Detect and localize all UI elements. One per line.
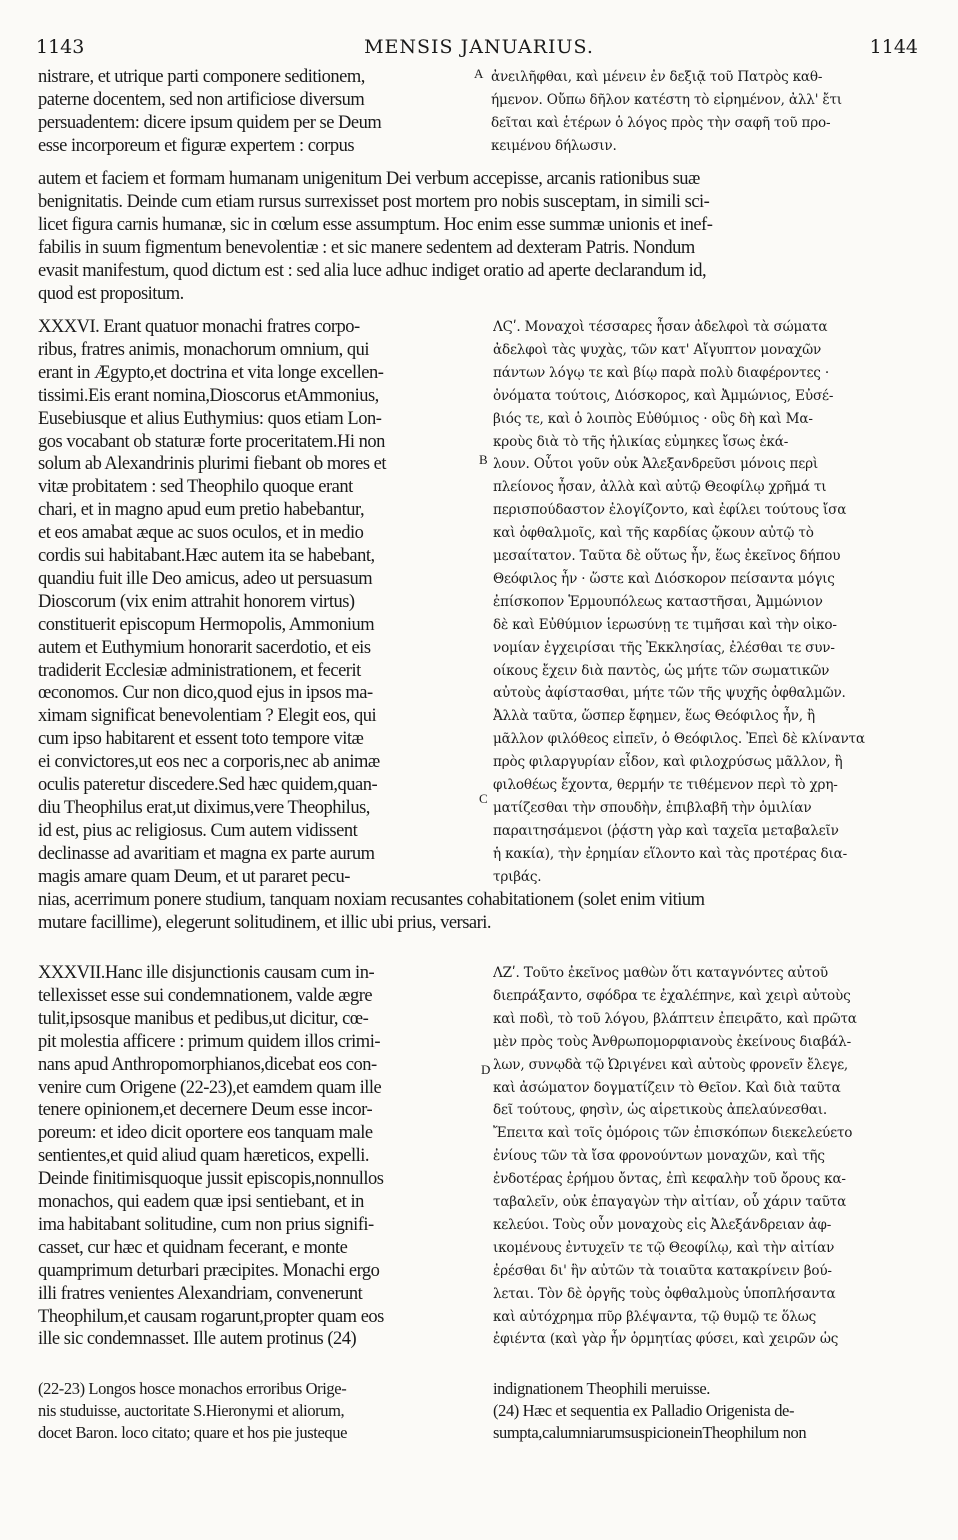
text-line: fabilis in suum figmentum benevolentiæ : et sic manere sedentem ad dexteram Patris. Nondum [38,238,695,258]
text-line: πάντων λόγῳ τε καὶ βίῳ παρὰ πολὺ διαφέροντες · [493,364,829,381]
text-line: ἀδελφοὶ τὰς ψυχὰς, τῶν κατ' Αἴγυπτον μοναχῶν [493,341,822,358]
text-line: Theophilum,et causam rogarunt,propter quam eos [38,1306,384,1327]
section-36-latin-column [38,316,478,889]
text-line: Dioscorum (vix enim attrahit honorem virtus) [38,591,355,612]
text-line: ἀνειλῆφθαι, καὶ μένειν ἐν δεξιᾷ τοῦ Πατρὸς καθ- [491,69,823,85]
text-line: esse incorporeum et figuræ expertem : corpus [38,136,355,156]
text-line: et eos amabat æque ac suos oculos, et in medio [38,523,364,544]
text-line: ribus, fratres animis, monachorum omnium, qui [38,339,369,360]
footnotes-right-column [493,1378,923,1444]
text-line: ήμενον. Οὔπω δῆλον κατέστη τὸ εἰρημένον, ἀλλ' ἔτι [491,92,842,108]
text-line: μᾶλλον φιλόθεος εἰπεῖν, ὁ Θεόφιλος. Ἐπεὶ δὲ κλίναντα [493,731,865,748]
text-line: nistrare, et utrique parti componere seditionem, [38,67,365,87]
text-line: Θεόφιλος ἦν · ὥστε καὶ Διόσκορον πείσαντα μόγις [493,570,835,587]
text-line: ικομένους ἐντυχεῖν τε τῷ Θεοφίλῳ, καὶ τὴν αἰτίαν [493,1239,835,1256]
margin-letter-b: B [479,452,488,467]
text-line: ἐρέσθαι δι' ἣν αὐτῶν τὰ τοιαῦτα κατακρίνειν βού- [493,1262,832,1279]
text-line: XXXVII.Hanc ille disjunctionis causam cum in- [38,963,375,983]
text-line: diu Theophilus erat,ut diximus,vere Theophilus, [38,797,370,818]
text-line: venire cum Origene (22-23),et eamdem quam ille [38,1077,382,1098]
text-line: κροὺς διὰ τὸ τῆς ἡλικίας εὐμηκες ἴσως ἐκά- [493,433,789,450]
text-line: magis amare quam Deum, et ut pararet pecu- [38,866,350,887]
text-line: tissimi.Eis erant nomina,Dioscorus etAmmonius, [38,385,379,406]
text-line: monachos, qui eadem quæ ipsi sentiebant, et in [38,1192,364,1212]
text-line: δεῖ τούτους, φησὶν, ὡς αἱρετικοὺς ἀπελαύνεσθαι. [493,1102,827,1119]
text-line: καὶ αὐτόχρημα πῦρ βλέψαντα, τῷ θυμῷ τε ὅλως [493,1308,817,1325]
text-line: βιός τε, καὶ ὁ λοιπὸς Εὐθύμιος · οὓς δὴ καὶ Μα- [493,410,813,427]
page-number-right: 1144 [869,36,918,58]
text-line: autem et Euthymium honorarit sacerdotio, et eis [38,637,371,658]
text-line: tenere opinionem,et decernere Deum esse incor- [38,1100,373,1121]
text-line: κειμένου δήλωσιν. [491,138,617,154]
top-greek-right-column [491,66,923,158]
text-line: pit molestia afficere : primum quidem illos crimi- [38,1031,381,1052]
text-line: persuadentem: dicere ipsum quidem per se Deum [38,113,382,133]
text-line: περισπούδαστον ἐλογίζοντο, καὶ ἐφίλει τούτους ἴσα [493,502,847,519]
text-line: ἐπίσκοπον Ἑρμουπόλεως καταστῆσαι, Ἀμμώνιον [493,593,823,610]
text-line: quod est propositum. [38,284,184,304]
text-line: ΛϚʹ. Μοναχοὶ τέσσαρες ἦσαν ἀδελφοὶ τὰ σώματα [493,319,828,335]
text-line: ximam significat benevolentiam ? Elegit eos, qui [38,706,377,727]
text-line: tulit,ipsosque manibus et pedibus,ut dicitur, cœ- [38,1008,369,1029]
text-line: καὶ ὀφθαλμοῖς, καὶ τῆς καρδίας ᾤκουν αὐτῷ τὸ [493,525,814,542]
page-number-left: 1143 [36,36,85,58]
section-37-latin-column [38,962,478,1351]
text-line: Deinde finitimisquoque jussit episcopis,nonnullos [38,1169,384,1190]
text-line: declinasse ad avaritiam et magna ex parte aurum [38,843,375,864]
text-line: μεσαίτατον. Ταῦτα δὲ οὕτως ἦν, ἕως ἐκεῖνος δήπου [493,548,841,564]
text-line: oculis pateretur discedere.Sed hæc quidem,quan- [38,775,378,795]
text-line: νομίαν ἐγχειρίσαι τῆς Ἐκκλησίας, ἐλέσθαι τε συν- [493,639,835,656]
text-line: tellexisset esse sui condemnationem, valde ægre [38,985,373,1006]
text-line: μὲν πρὸς τοὺς Ἀνθρωπομορφιανοὺς ἐκείνους διαβάλ- [493,1033,851,1050]
text-line: φιλοθέως ἔχοντα, θερμήν τε τιθέμενον περὶ τὸ χρη- [493,777,838,793]
text-line: δὲ καὶ Εὐθύμιον ἱερωσύνῃ τε τιμῆσαι καὶ τὴν οἰκο- [493,616,837,633]
text-line: casset, cur hæc et quidnam fecerant, e monte [38,1237,348,1258]
text-line: gos vocabant ob staturæ forte proceritatem.Hi non [38,431,385,452]
text-line: λων, συνῳδὰ τῷ Ὠριγένει καὶ αὐτοὺς φρονεῖν ἔλεγε, [493,1056,849,1073]
text-line: id est, pius ac religiosus. Cum autem vidissent [38,820,358,841]
text-line: evasit manifestum, quod dictum est : sed alia luce adhuc indiget oratio ad aperte declarandum id, [38,261,707,281]
text-line: πλείονος ἦσαν, ἀλλὰ καὶ αὐτῷ Θεοφίλῳ χρῆμά τι [493,479,827,496]
text-line: πρὸς φιλαργυρίαν εἶδον, καὶ φιλοχρύσως μᾶλλον, ἢ [493,754,843,771]
text-line: ἐφιέντα (καὶ γὰρ ἦν ὁρμητίας φύσει, καὶ χειρῶν ὡς [493,1331,839,1348]
text-line: καὶ ἀσώματον δογματίζειν τὸ Θεῖον. Καὶ διὰ ταῦτα [493,1079,841,1096]
margin-letter-c: C [479,791,488,806]
text-line: παραιτησάμενοι (ῥᾴστη γὰρ καὶ ταχεῖα μεταβαλεῖν [493,822,839,839]
text-line: κελεύοι. Τοὺς οὖν μοναχοὺς εἰς Ἀλεξάνδρειαν ἀφ- [493,1216,832,1233]
text-line: sentientes,et quid aliud quam hæreticos, expelli. [38,1146,370,1167]
section-36-greek-column [493,316,923,889]
text-line: paterne docentem, sed non artificiose diversum [38,90,365,110]
text-line: cordis sui habitabant.Hæc autem ita se habebant, [38,546,375,566]
text-line: tradiderit Ecclesiæ administrationem, et fecerit [38,660,361,681]
text-line: ματίζεσθαι τὴν σπουδὴν, ἐπιβλαβῆ τὴν ὁμιλίαν [493,799,812,816]
section-37-greek-column [493,962,923,1351]
text-line: chari, et in magno apud eum pretio habebantur, [38,500,365,521]
text-line: nis studuisse, auctoritate S.Hieronymi et aliorum, [38,1401,345,1420]
text-line: ima habitabant solitudine, cum non prius signifi- [38,1214,374,1235]
text-line: λουν. Οὗτοι γοῦν οὐκ Ἀλεξανδρεῦσι μόνοις περὶ [493,456,819,473]
top-latin-left-column [38,66,476,158]
text-line: nans apud Anthropomorphianos,dicebat eos con- [38,1054,377,1075]
text-line: ταβαλεῖν, οὐκ ἐπαγαγὼν τὴν αἰτίαν, οὗ χάριν ταῦτα [493,1194,847,1210]
text-line: Ἀλλὰ ταῦτα, ὥσπερ ἔφημεν, ἕως Θεόφιλος ἦν, ἢ [493,708,815,725]
text-line: Eusebiusque et alius Euthymius: quos etiam Lon- [38,408,382,429]
text-line: XXXVI. Erant quatuor monachi fratres corpo- [38,317,360,337]
top-latin-full-width [38,168,923,306]
text-line: αὐτοὺς ἀφίστασθαι, μήτε τῶν τῆς ψυχῆς ὀφθαλμῶν. [493,685,846,702]
text-line: nias, acerrimum ponere studium, tanquam noxiam recusantes cohabitationem (solet enim vitium [38,890,705,910]
text-line: (22-23) Longos hosce monachos erroribus Orige- [38,1379,347,1398]
text-line: λεται. Τὸν δὲ ὀργῆς τοὺς ὀφθαλμοὺς ὑποπλήσαντα [493,1285,836,1302]
text-line: benignitatis. Deinde cum etiam rursus surrexisset post mortem pro nobis susceptam, in simili sci- [38,192,710,212]
running-title: MENSIS JANUARIUS. [364,36,594,58]
text-line: quandiu fuit ille Deo amicus, adeo ut persuasum [38,568,373,589]
text-line: ille sic condemnasset. Ille autem protinus (24) [38,1329,357,1350]
text-line: cum ipso habitarent et essent toto tempore vitæ [38,729,364,750]
text-line: ἐνίους τῶν τὰ ἴσα φρονούντων μοναχῶν, καὶ τῆς [493,1148,825,1165]
margin-letter-d: D [481,1062,491,1077]
text-line: œconomos. Cur non dico,quod ejus in ipsos ma- [38,683,373,704]
margin-letter-a: A [474,66,484,81]
text-line: solum ab Alexandrinis plurimi fiebant ob mores et [38,454,387,475]
text-line: ei convictores,ut eos nec a corporis,nec ab animæ [38,752,380,773]
text-line: ΛΖʹ. Τοῦτο ἐκεῖνος μαθὼν ὅτι καταγνόντες αὐτοῦ [493,965,828,981]
text-line: καὶ ποδὶ, τὸ τοῦ λόγου, βλάπτειν ἐπειρᾶτο, καὶ πρῶτα [493,1010,857,1027]
text-line: οίκους ἔχειν διὰ παντὸς, ὡς μήτε τῶν σωματικῶν [493,662,830,679]
text-line: quamprimum deturbari præcipites. Monachi ergo [38,1260,380,1281]
text-line: mutare facillime), elegerunt solitudinem, et illic ubi prius, versari. [38,913,492,933]
text-line: sumpta,calumniarumsuspicioneinTheophilum non [493,1423,807,1442]
text-line: τριβάς. [493,868,542,885]
text-line: erant in Ægypto,et doctrina et vita longe excellen- [38,362,384,383]
text-line: autem et faciem et formam humanam unigenitum Dei verbum accepisse, arcanis rationibus suæ [38,169,700,189]
text-line: indignationem Theophili meruisse. [493,1379,711,1398]
text-line: licet figura carnis humanæ, sic in cœlum esse assumptum. Hoc enim esse summæ unionis et inef- [38,215,713,235]
text-line: διεπράξαντο, σφόδρα τε ἐχαλέπηνε, καὶ χειρὶ αὐτοὺς [493,987,851,1004]
section-36-latin-full-width [38,889,923,935]
text-line: ἡ κακία), τὴν ἐρημίαν εἵλοντο καὶ τὰς προτέρας δια- [493,845,847,862]
text-line: illi fratres venientes Alexandriam, convenerunt [38,1283,363,1304]
text-line: Ἔπειτα καὶ τοῖς ὁμόροις τῶν ἐπισκόπων διεκελεύετο [493,1125,853,1142]
text-line: (24) Hæc et sequentia ex Palladio Origenista de- [493,1401,795,1420]
footnotes-left-column [38,1378,478,1444]
text-line: ὀνόματα τούτοις, Διόσκορος, καὶ Ἀμμώνιος, Εὐσέ- [493,387,834,404]
text-line: δεῖται καὶ ἑτέρων ὁ λόγος πρὸς τὴν σαφῆ τοῦ προ- [491,115,831,131]
text-line: poreum: et ideo dicit oportere eos tanquam male [38,1123,373,1144]
text-line: constituerit episcopum Hermopolis, Ammonium [38,614,375,635]
text-line: vitæ probitatem : sed Theophilo quoque erant [38,477,353,498]
text-line: ἐνδοτέρας ἐρήμου ὄντας, ἐπὶ κεφαλὴν τοῦ ὄρους κα- [493,1171,846,1188]
text-line: docet Baron. loco citato; quare et hos pie justeque [38,1423,348,1442]
